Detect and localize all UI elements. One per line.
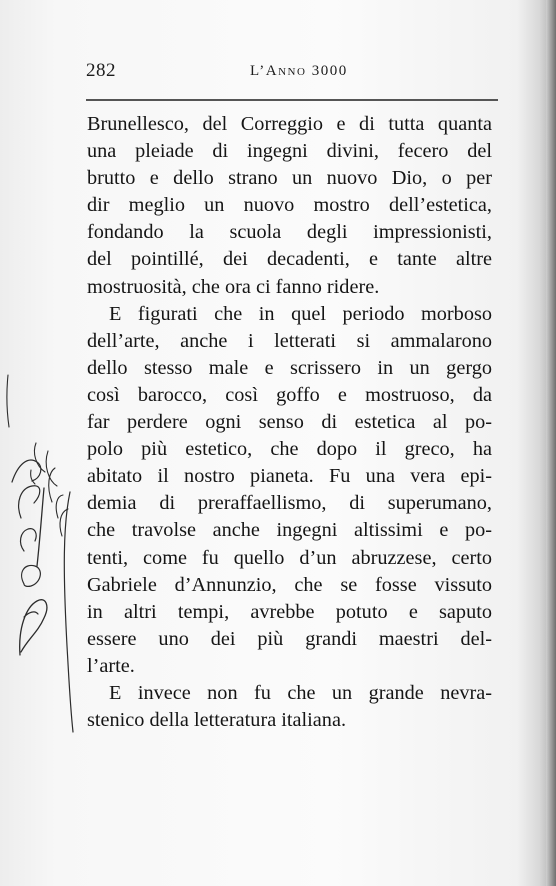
handwritten-signature xyxy=(0,360,90,740)
text-line-16: che travolse anche ingegni altissimi e po- xyxy=(87,519,492,542)
text-line-6: del pointillé, dei decadenti, e tante altre xyxy=(87,248,492,271)
text-line-22: E invece non fu che un grande nevra- xyxy=(109,681,492,704)
running-title: L’Anno 3000 xyxy=(250,63,348,79)
page-header xyxy=(86,56,500,86)
text-line-15: demia di preraffaellismo, di superumano, xyxy=(87,492,492,515)
text-line-23: stenico della letteratura italiana. xyxy=(87,709,347,732)
text-line-1: Brunellesco, del Correggio e di tutta quanta xyxy=(87,113,492,135)
text-line-3: brutto e dello strano un nuovo Dio, o per xyxy=(87,167,492,190)
text-line-10: dello stesso male e scrissero in un gergo xyxy=(87,356,492,379)
text-line-20: essere uno dei più grandi maestri del- xyxy=(87,627,492,650)
text-line-4: dir meglio un nuovo mostro dell’estetica, xyxy=(87,194,492,217)
page-number: 282 xyxy=(86,60,116,81)
text-line-9: dell’arte, anche i letterati si ammalarono xyxy=(87,329,492,352)
handwritten-margin-note xyxy=(0,360,90,740)
text-line-19: in altri tempi, avrebbe potuto e saputo xyxy=(87,600,492,623)
text-line-17: tenti, come fu quello d’un abruzzese, certo xyxy=(87,546,492,569)
text-line-14: abitato il nostro pianeta. Fu una vera epi- xyxy=(87,465,492,488)
page-edge-shadow xyxy=(546,0,556,886)
text-line-5: fondando la scuola degli impressionisti, xyxy=(87,221,492,244)
text-line-2: una pleiade di ingegni divini, fecero del xyxy=(87,140,492,163)
text-line-11: così barocco, così goffo e mostruoso, da xyxy=(87,383,492,406)
text-line-18: Gabriele d’Annunzio, che se fosse vissuto xyxy=(87,573,492,596)
text-line-13: polo più estetico, che dopo il greco, ha xyxy=(87,438,492,461)
body-text xyxy=(87,111,492,734)
text-line-7: mostruosità, che ora ci fanno ridere. xyxy=(87,275,380,298)
text-line-21: l’arte. xyxy=(87,654,135,677)
text-line-12: far perdere ogni senso di estetica al po- xyxy=(87,411,492,434)
text-line-8: E figurati che in quel periodo morboso xyxy=(109,302,492,325)
header-rule xyxy=(86,99,498,101)
